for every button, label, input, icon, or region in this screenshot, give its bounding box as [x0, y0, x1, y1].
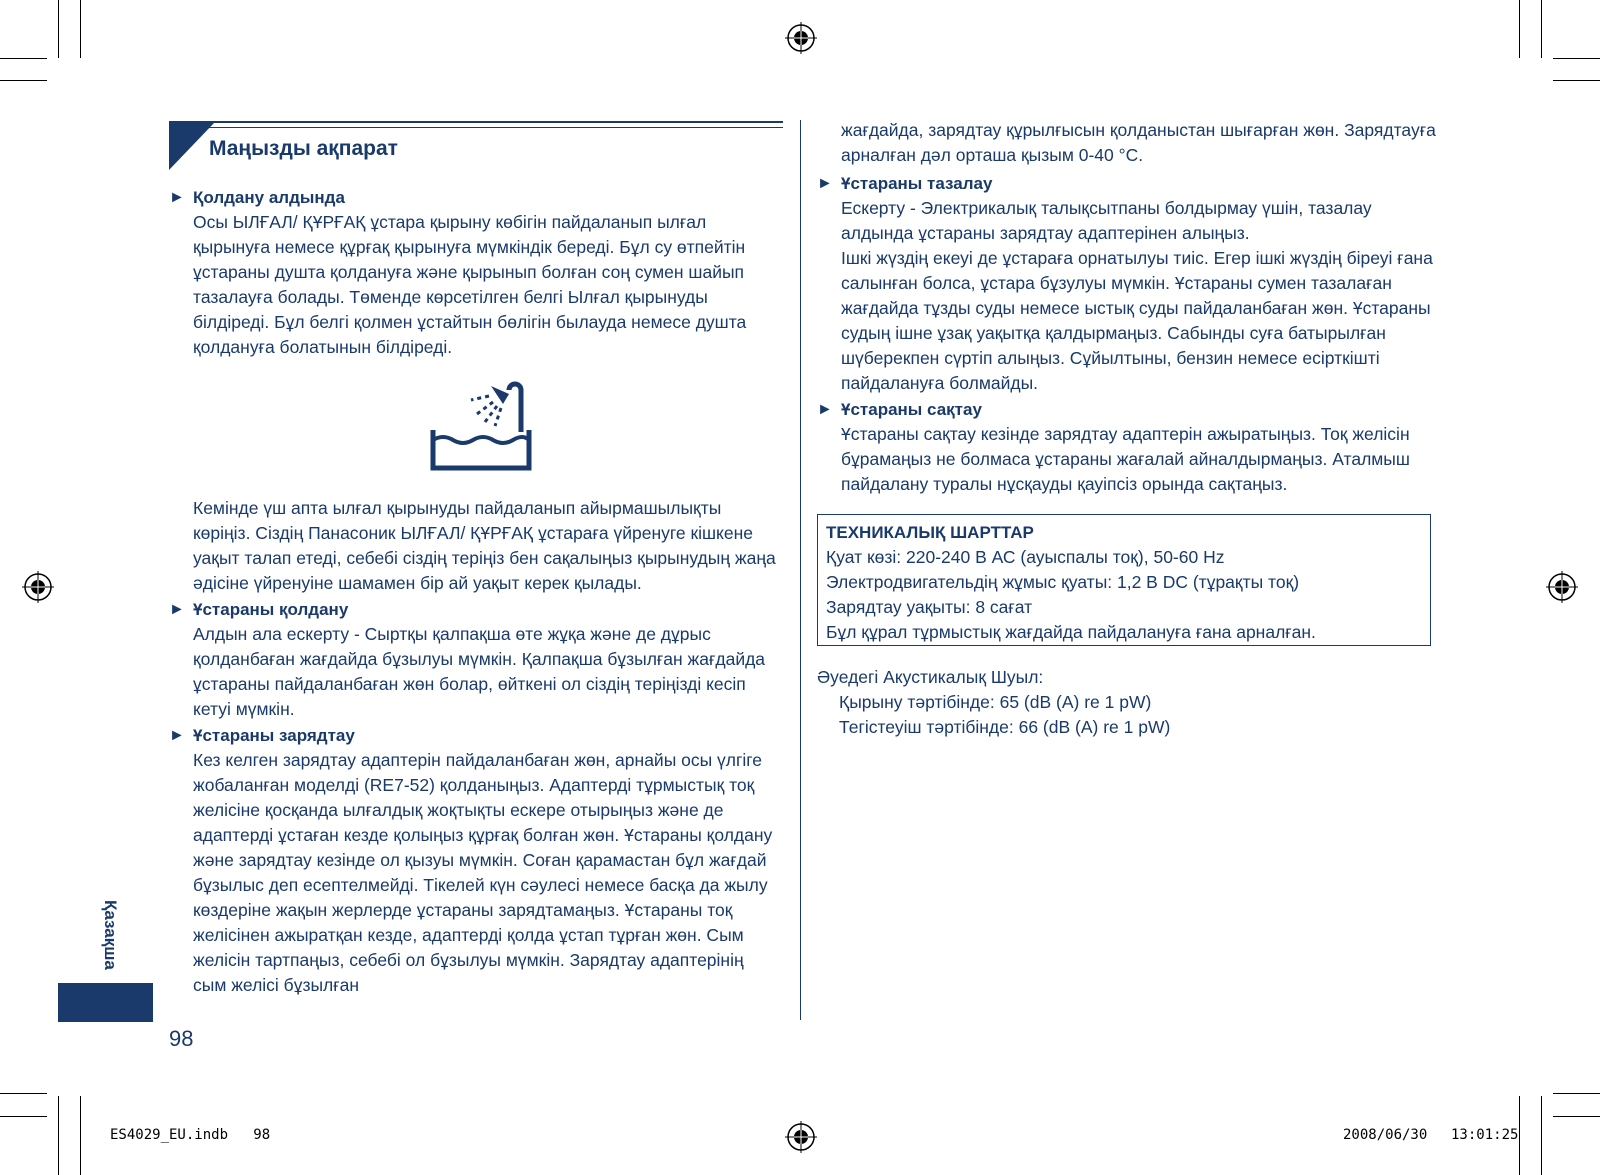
spec-line: Бұл құрал тұрмыстық жағдайда пайдалануға ғана арналған.	[826, 622, 1316, 642]
section-arrow-icon: ►	[169, 189, 185, 206]
crop-mark	[1553, 80, 1600, 81]
paragraph: Кемінде үш апта ылғал қырынуды пайдаланып айырмашылықты көріңіз. Сіздің Панасоник ЫЛҒАЛ/ ҚҰРҒАҚ ұстараға үйренуге кішкене уақыт талап етеді, себебі сіздің теріңіз бен сақалыңыз қырынудың жаңа әдісіне үйренуіне шамамен бір ай уақыт керек қылады.	[193, 498, 776, 593]
crop-mark	[0, 1093, 47, 1094]
specifications-box	[817, 514, 1431, 646]
crop-mark	[58, 0, 59, 58]
crop-mark	[1541, 0, 1542, 58]
header-rule	[169, 121, 783, 123]
crop-mark	[0, 1116, 47, 1117]
spec-line: Зарядтау уақыты: 8 сағат	[826, 597, 1033, 617]
section-title: Қолдану алдында	[193, 188, 345, 207]
spec-line: Электродвигательдің жұмыс қуаты: 1,2 В DС (тұрақты тоқ)	[826, 572, 1300, 592]
registration-mark-icon	[22, 571, 54, 603]
section-title: Ұстараны зарядтау	[193, 726, 355, 745]
paragraph: Кез келген зарядтау адаптерін пайдаланбаған жөн, арнайы осы үлгіге жобаланған моделді (RE7-52) қолданыңыз. Адаптерді тұрмыстық тоқ желісіне қосқанда ылғалдық жоқтықты ескере отырыңыз және де адаптерді ұстаған кезде қолыңыз құрғақ болған жөн. Ұстараны қолдану және зарядтау кезінде ол қызуы мүмкін. Соған қарамастан бұл жағдай бұзылыс деп есептелмейді. Тікелей күн сәулесі немесе басқа да жылу көздеріне жақын жерлерде ұстараны зарядтамаңыз. Ұстараны тоқ желісінен ажыратқан кезде, адаптерді қолда ұстап тұрған жөн. Сым желісін тартпаңыз, себебі ол бұзылуы мүмкін. Зарядтау адаптерінің сым желісі бұзылған	[193, 750, 773, 995]
page-number: 98	[169, 1026, 194, 1051]
section-heading	[169, 724, 779, 748]
footer-time: 13:01:25	[1451, 1127, 1519, 1143]
section-heading	[817, 398, 1437, 422]
section-arrow-icon: ►	[169, 601, 185, 618]
section-title: Ұстараны тазалау	[841, 174, 993, 193]
section-arrow-icon: ►	[817, 175, 833, 192]
shower-bath-icon	[169, 360, 779, 490]
registration-mark-icon	[785, 1121, 817, 1153]
paragraph: Ішкі жүздің екеуі де ұстараға орнатылуы тиіс. Егер ішкі жүздің біреуі ғана салынған болса, ұстара бұзулуы мүмкін. Ұстараны сумен тазалаған жағдайда тұзды суды немесе ыстық суды пайдаланбаған жөн. Ұстараны судың ішне ұзақ уақытқа қалдырмаңыз. Сабынды суға батырылған шүберекпен сүртіп алыңыз. Сұйылтыны, бензин немесе есірткішті пайдалануға болмайды.	[841, 248, 1433, 393]
paragraph: Осы ЫЛҒАЛ/ ҚҰРҒАҚ ұстара қырыну көбігін пайдаланып ылғал қырынуға немесе құрғақ қырынуға мүмкіндік береді. Бұл су өтпейтін ұстараны душта қолдануға және қырынып болған соң сумен шайып тазалауға болады. Төменде көрсетілген белгі Ылғал қырынуды білдіреді. Бұл белгі қолмен ұстайтын бөлігін былауда немесе душта қолдануға болатынын білдіреді.	[193, 212, 747, 357]
section-heading	[817, 172, 1437, 196]
footer-date: 2008/06/30	[1343, 1127, 1428, 1143]
registration-mark-icon	[785, 22, 817, 54]
page-title: Маңызды ақпарат	[209, 137, 398, 160]
registration-mark-icon	[1546, 571, 1578, 603]
paragraph: Ұстараны сақтау кезінде зарядтау адаптерін ажыратыңыз. Тоқ желісін бұрамаңыз не болмаса ұстараны жағалай айналдырмаңыз. Аталмыш пайдалану туралы нұсқауды қауіпсіз орында сақтаңыз.	[841, 424, 1410, 494]
section-title: Ұстараны қолдану	[193, 600, 349, 619]
acoustic-noise	[817, 665, 1431, 740]
crop-mark	[1519, 1096, 1520, 1175]
crop-mark	[1553, 1093, 1600, 1094]
section-heading	[169, 598, 779, 622]
right-column	[817, 118, 1437, 497]
crop-mark	[1519, 0, 1520, 58]
noise-line: Қырыну тәртібінде: 65 (dB (A) re 1 pW)	[839, 692, 1152, 712]
column-divider	[800, 120, 801, 1020]
crop-mark	[1553, 58, 1600, 59]
paragraph: Ескерту - Электрикалық талықсытпаны болдырмау үшін, тазалау алдында ұстараны зарядтау адаптерінен алыңыз.	[841, 198, 1372, 243]
header-rule	[169, 127, 783, 128]
section-arrow-icon: ►	[817, 401, 833, 418]
crop-mark	[80, 1096, 81, 1175]
paragraph: жағдайда, зарядтау құрылғысын қолданыстан шығарған жөн. Зарядтауға арналған дәл орташа қызым 0-40 °С.	[841, 120, 1436, 165]
crop-mark	[1553, 1116, 1600, 1117]
specifications-title: ТЕХНИКАЛЫҚ ШАРТТАР	[826, 523, 1034, 542]
crop-mark	[0, 80, 47, 81]
noise-title: Әуедегі Акустикалық Шуыл:	[817, 667, 1044, 687]
section-heading	[169, 186, 779, 210]
language-label: Қазақша	[101, 900, 120, 970]
footer-file: ES4029_EU.indb 98	[110, 1127, 271, 1143]
noise-line: Тегістеуіш тәртібінде: 66 (dB (A) re 1 pW)	[839, 717, 1171, 737]
language-tab	[58, 983, 153, 1022]
spec-line: Қуат көзі: 220-240 В АС (ауыспалы тоқ), 50-60 Hz	[826, 547, 1225, 567]
crop-mark	[1541, 1096, 1542, 1175]
section-title: Ұстараны сақтау	[841, 400, 982, 419]
paragraph: Алдын ала ескерту - Сыртқы қалпақша өте жұқа және де дұрыс қолданбаған жағдайда бұзылуы мүмкін. Қалпақша бұзылған жағдайда ұстараны пайдаланбаған жөн болар, өйткені ол сіздің теріңізді кесіп кетуі мүмкін.	[193, 624, 766, 719]
crop-mark	[0, 58, 47, 59]
section-arrow-icon: ►	[169, 727, 185, 744]
crop-mark	[58, 1096, 59, 1175]
left-column	[169, 186, 779, 998]
crop-mark	[80, 0, 81, 58]
